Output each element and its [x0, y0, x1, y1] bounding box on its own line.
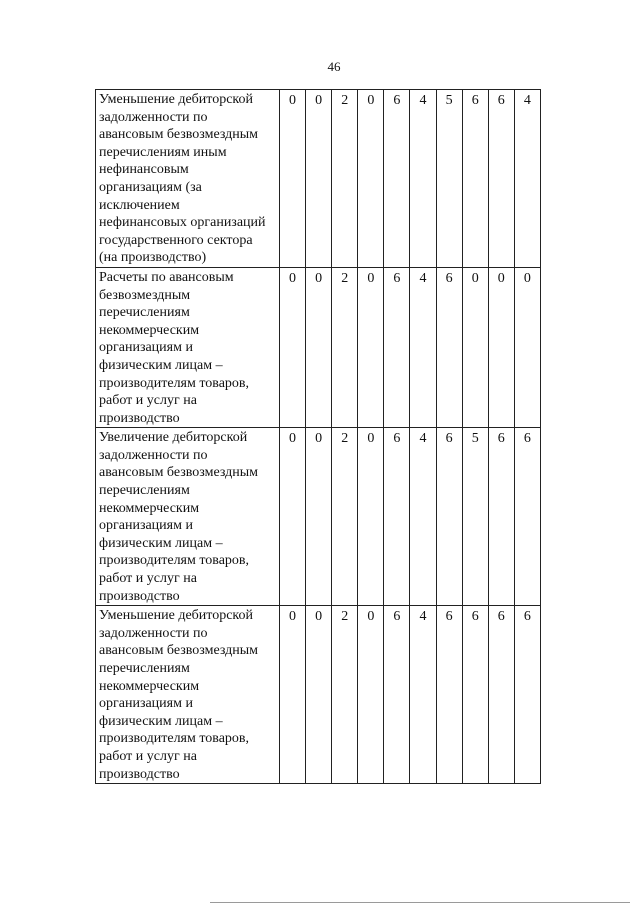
code-digit: 6 [436, 428, 462, 606]
row-description: Расчеты по авансовым безвозмездным перечислениям некоммерческим организациям и физическим лицам – производителям товаров, работ и услуг на производство [96, 267, 280, 427]
code-digit: 0 [488, 267, 514, 427]
code-digit: 0 [358, 90, 384, 268]
code-digit: 2 [332, 267, 358, 427]
code-digit: 4 [410, 90, 436, 268]
code-digit: 6 [384, 428, 410, 606]
code-digit: 0 [280, 428, 306, 606]
code-digit: 0 [462, 267, 488, 427]
account-codes-table [95, 89, 541, 784]
code-digit: 0 [306, 606, 332, 784]
code-digit: 4 [410, 606, 436, 784]
code-digit: 6 [514, 428, 540, 606]
code-digit: 2 [332, 428, 358, 606]
code-digit: 5 [462, 428, 488, 606]
page-number: 46 [327, 59, 341, 74]
code-digit: 0 [280, 606, 306, 784]
scan-edge-line [210, 902, 630, 903]
row-description: Увеличение дебиторской задолженности по авансовым безвозмездным перечислениям некоммерческим организациям и физическим лицам – производителям товаров, работ и услуг на производство [96, 428, 280, 606]
table-row [96, 428, 541, 606]
code-digit: 6 [462, 90, 488, 268]
code-digit: 4 [410, 428, 436, 606]
code-digit: 2 [332, 90, 358, 268]
code-digit: 0 [358, 267, 384, 427]
table-row [96, 606, 541, 784]
code-digit: 6 [488, 90, 514, 268]
code-digit: 6 [514, 606, 540, 784]
code-digit: 6 [384, 606, 410, 784]
table-row [96, 90, 541, 268]
code-digit: 6 [462, 606, 488, 784]
code-digit: 6 [384, 90, 410, 268]
code-digit: 0 [306, 90, 332, 268]
code-digit: 0 [306, 267, 332, 427]
row-description: Уменьшение дебиторской задолженности по авансовым безвозмездным перечислениям иным нефинансовым организациям (за исключением нефинансовых организаций государственного сектора (на производство) [96, 90, 280, 268]
code-digit: 0 [280, 90, 306, 268]
code-digit: 0 [306, 428, 332, 606]
code-digit: 0 [358, 428, 384, 606]
table-row [96, 267, 541, 427]
code-digit: 4 [410, 267, 436, 427]
code-digit: 6 [436, 267, 462, 427]
code-digit: 6 [384, 267, 410, 427]
code-digit: 0 [358, 606, 384, 784]
code-digit: 6 [436, 606, 462, 784]
code-digit: 5 [436, 90, 462, 268]
code-digit: 4 [514, 90, 540, 268]
code-digit: 6 [488, 606, 514, 784]
code-digit: 2 [332, 606, 358, 784]
code-digit: 0 [514, 267, 540, 427]
code-digit: 6 [488, 428, 514, 606]
row-description: Уменьшение дебиторской задолженности по авансовым безвозмездным перечислениям некоммерческим организациям и физическим лицам – производителям товаров, работ и услуг на производство [96, 606, 280, 784]
code-digit: 0 [280, 267, 306, 427]
